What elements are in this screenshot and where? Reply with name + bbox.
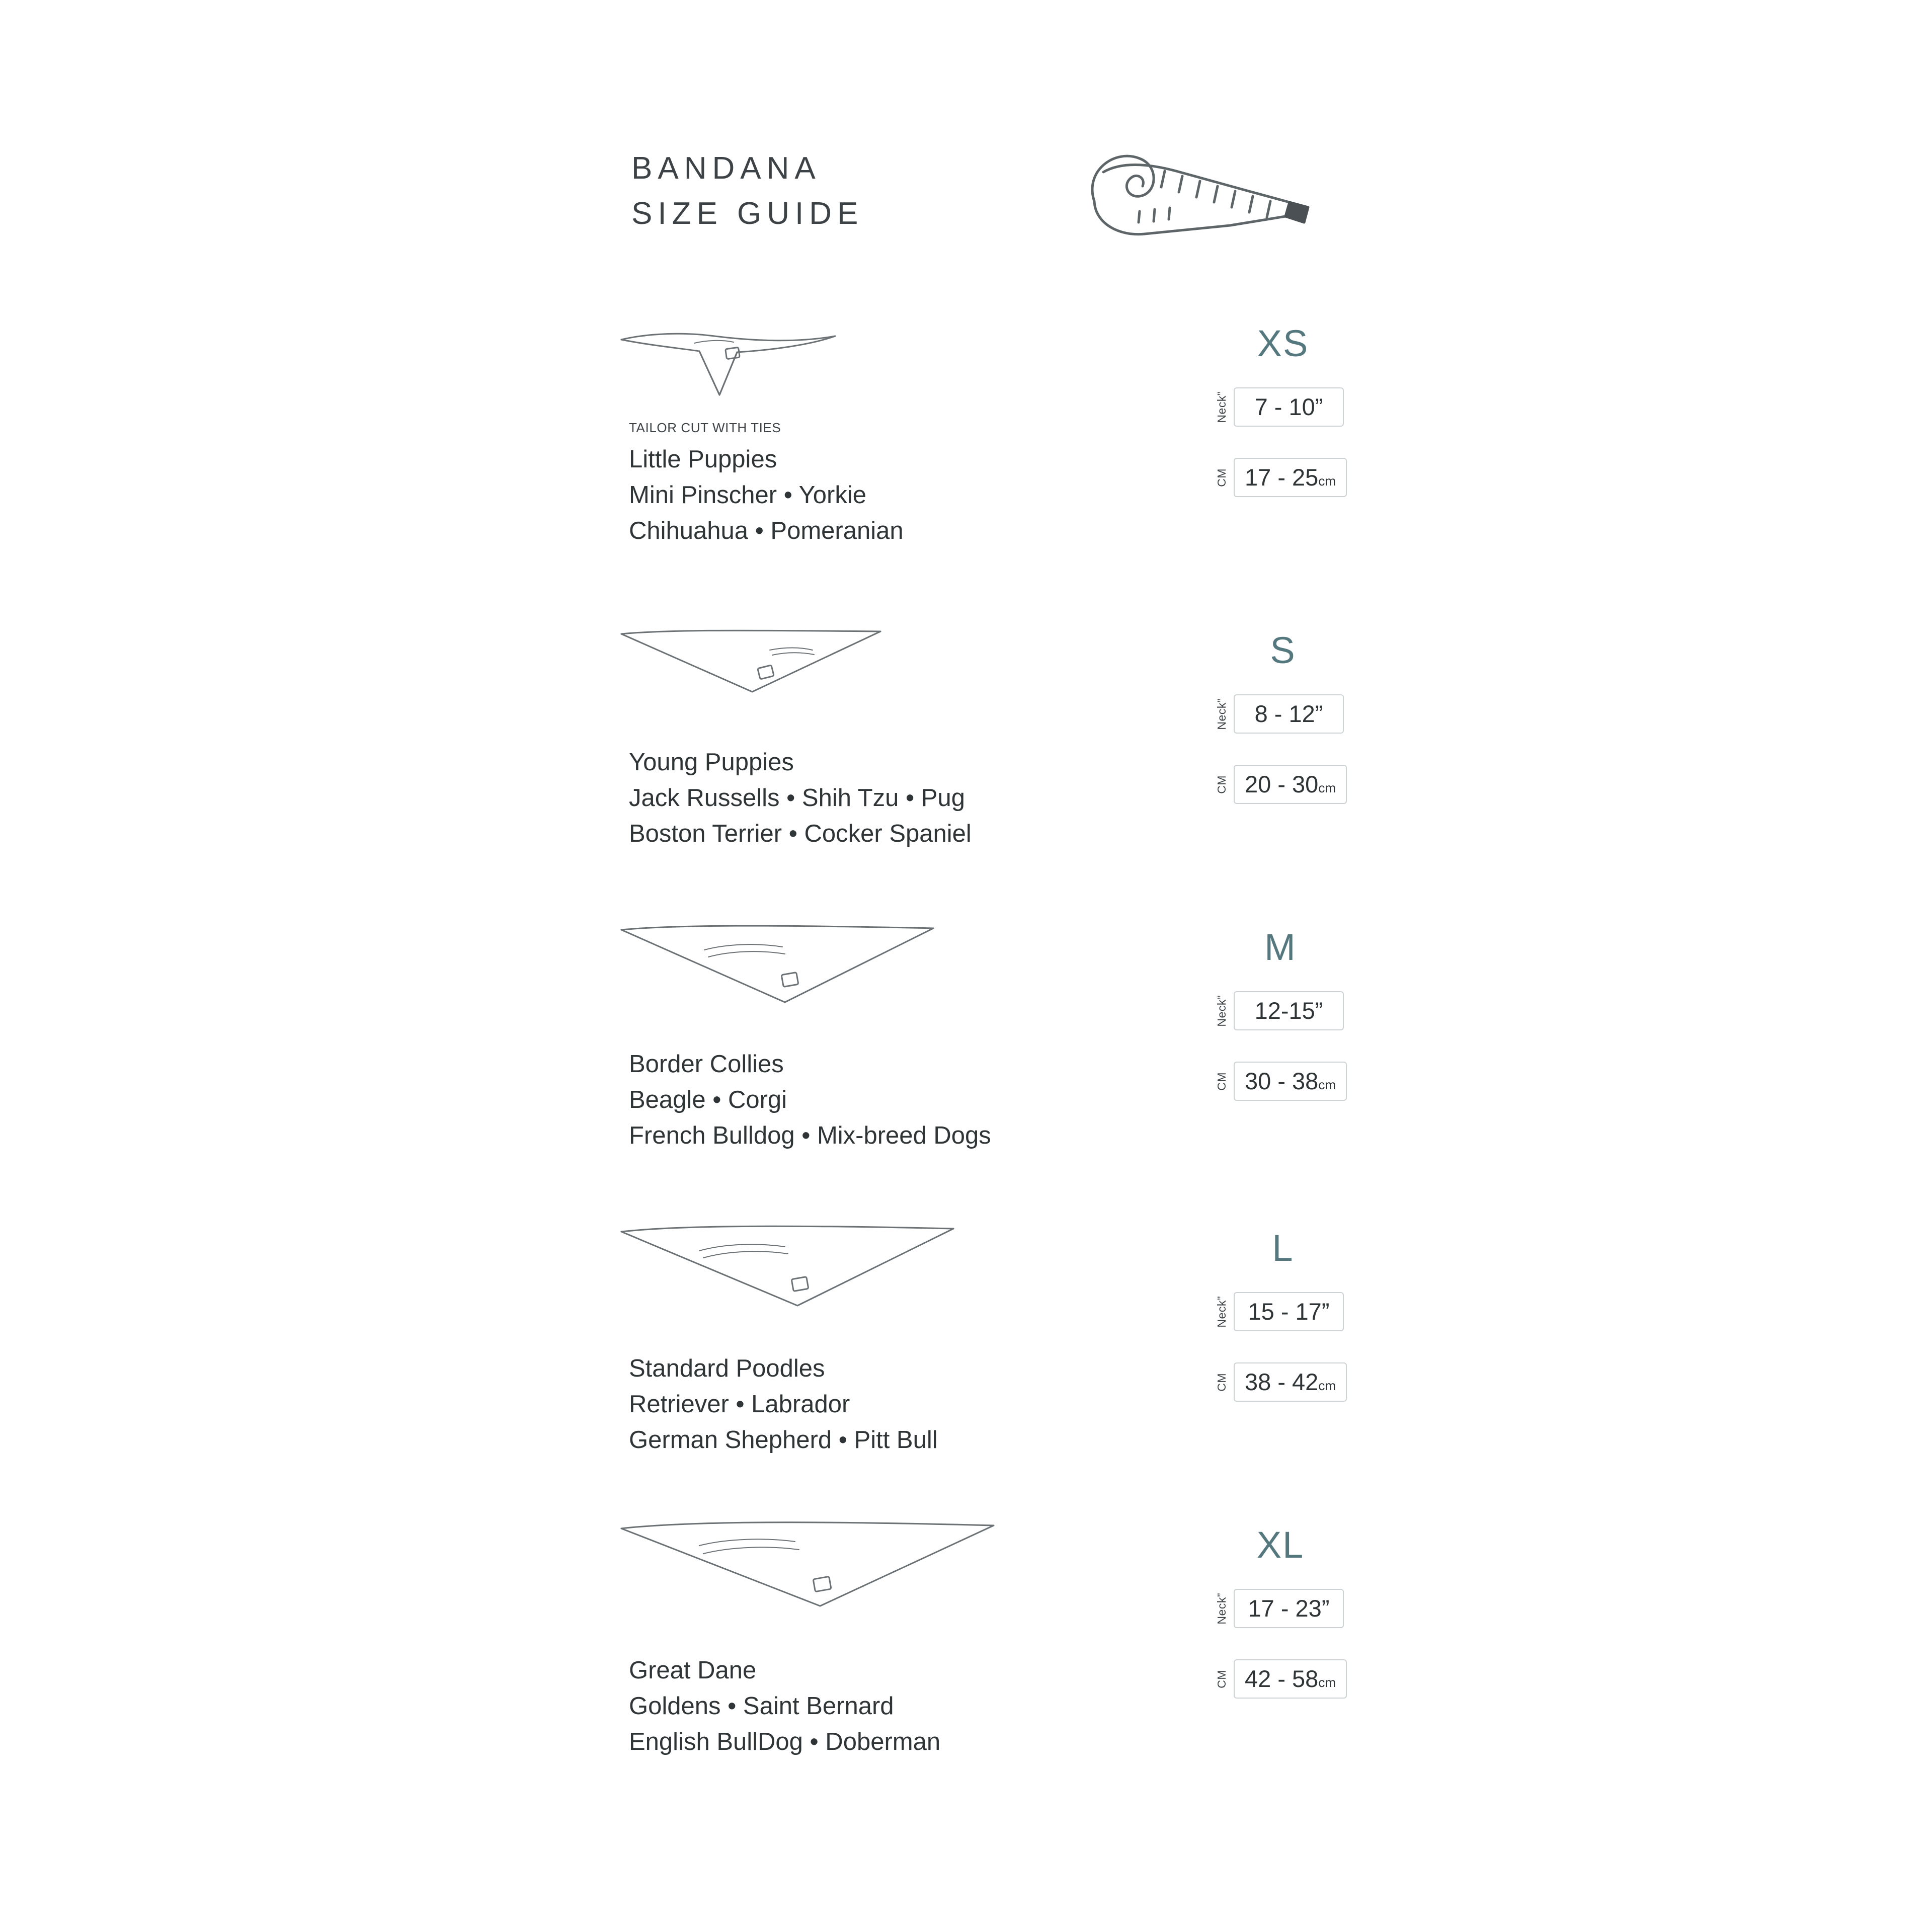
neck-measure-inches <box>1215 387 1344 427</box>
breed-line: German Shepherd • Pitt Bull <box>629 1426 938 1454</box>
size-label-s: S <box>1270 629 1296 671</box>
breed-text-s <box>629 745 972 852</box>
cm-unit-label: CM <box>1215 775 1228 794</box>
breed-text-xs <box>629 420 904 549</box>
neck-unit-label: Neck” <box>1215 391 1228 423</box>
cm-unit-label: CM <box>1215 1373 1228 1392</box>
breed-line: Standard Poodles <box>629 1355 825 1382</box>
neck-measure-cm <box>1215 765 1347 804</box>
bandana-shape-m <box>619 916 941 1019</box>
neck-measure-inches <box>1215 1589 1344 1628</box>
breed-line: Border Collies <box>629 1051 784 1078</box>
header <box>631 146 1336 257</box>
breed-line: Retriever • Labrador <box>629 1391 850 1418</box>
neck-measure-cm <box>1215 1362 1347 1402</box>
neck-value-cm: 20 - 30cm <box>1234 765 1347 804</box>
neck-value-cm: 17 - 25cm <box>1234 458 1347 497</box>
cm-unit-label: CM <box>1215 1669 1228 1688</box>
breed-line: Little Puppies <box>629 446 777 473</box>
page-title <box>631 146 863 236</box>
neck-unit-label: Neck” <box>1215 698 1228 730</box>
neck-measure-cm <box>1215 458 1347 497</box>
breed-line: Beagle • Corgi <box>629 1086 787 1114</box>
size-label-l: L <box>1272 1227 1294 1269</box>
breed-line: English BullDog • Doberman <box>629 1728 941 1756</box>
neck-measure-cm <box>1215 1659 1347 1699</box>
tailor-cut-tag: TAILOR CUT WITH TIES <box>629 420 781 435</box>
cm-unit-label: CM <box>1215 1072 1228 1091</box>
size-label-xl: XL <box>1256 1524 1305 1566</box>
neck-measure-inches <box>1215 991 1344 1030</box>
breed-line: Chihuahua • Pomeranian <box>629 517 904 545</box>
size-label-xs: XS <box>1257 323 1309 364</box>
neck-measure-inches <box>1215 1292 1344 1331</box>
bandana-shape-xl <box>619 1514 1001 1623</box>
neck-unit-label: Neck” <box>1215 1592 1228 1625</box>
breed-line: Jack Russells • Shih Tzu • Pug <box>629 784 965 812</box>
bandana-shape-l <box>619 1218 961 1321</box>
neck-value-cm: 30 - 38cm <box>1234 1062 1347 1101</box>
breed-line: Boston Terrier • Cocker Spaniel <box>629 820 972 848</box>
title-line-2: SIZE GUIDE <box>631 196 864 231</box>
neck-unit-label: Neck” <box>1215 1296 1228 1328</box>
neck-measure-inches <box>1215 694 1344 734</box>
bandana-shape-s <box>619 619 891 712</box>
breed-text-m <box>629 1046 991 1154</box>
neck-value-inches: 7 - 10” <box>1234 387 1344 427</box>
breed-text-xl <box>629 1653 940 1760</box>
bandana-shape-xs <box>619 312 855 405</box>
neck-value-cm: 38 - 42cm <box>1234 1362 1347 1402</box>
cm-unit-label: CM <box>1215 468 1228 487</box>
neck-value-inches: 12-15” <box>1234 991 1344 1030</box>
size-label-m: M <box>1264 926 1297 968</box>
breed-line: Mini Pinscher • Yorkie <box>629 481 866 509</box>
breed-line: Goldens • Saint Bernard <box>629 1693 894 1720</box>
neck-value-inches: 17 - 23” <box>1234 1589 1344 1628</box>
measuring-tape-icon <box>1079 141 1316 252</box>
breed-line: Great Dane <box>629 1657 757 1684</box>
breed-line: Young Puppies <box>629 749 794 776</box>
neck-measure-cm <box>1215 1062 1347 1101</box>
breed-text-l <box>629 1351 938 1458</box>
neck-value-cm: 42 - 58cm <box>1234 1659 1347 1699</box>
neck-value-inches: 15 - 17” <box>1234 1292 1344 1331</box>
title-line-1: BANDANA <box>631 151 821 186</box>
breed-line: French Bulldog • Mix-breed Dogs <box>629 1122 991 1150</box>
neck-value-inches: 8 - 12” <box>1234 694 1344 734</box>
neck-unit-label: Neck” <box>1215 995 1228 1027</box>
